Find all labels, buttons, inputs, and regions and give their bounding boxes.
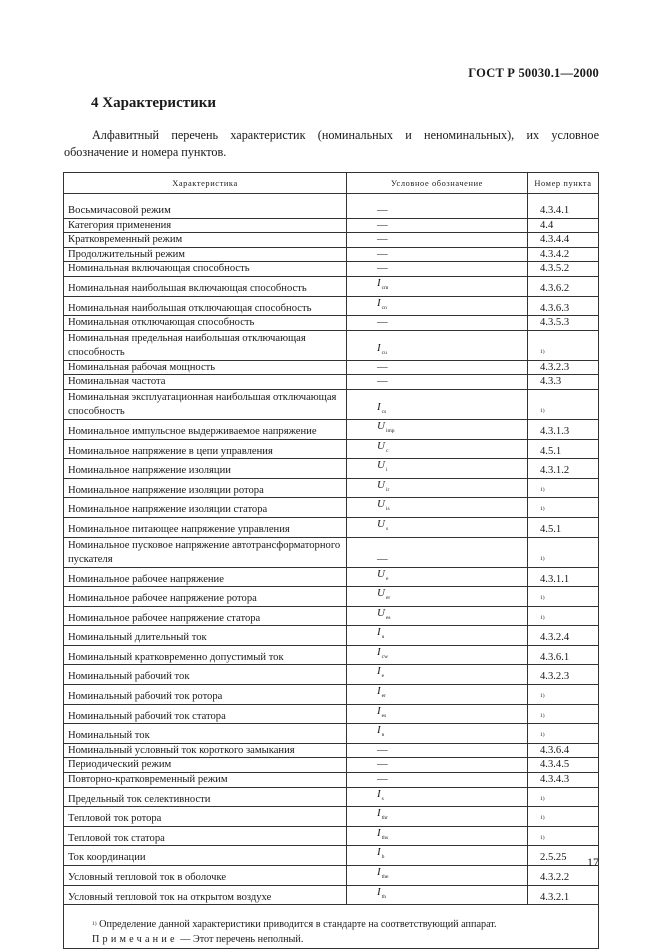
characteristic-name: Номинальное пусковое напряжение автотрансформаторного пускателя	[64, 537, 347, 567]
symbol-cell	[347, 316, 528, 331]
symbol-subscript: cw	[381, 653, 389, 660]
symbol-letter: U	[377, 606, 385, 619]
clause-number: 4.3.5.3	[528, 316, 599, 331]
table-row	[64, 218, 599, 233]
clause-number: 4.3.4.2	[528, 247, 599, 262]
symbol-cell	[347, 866, 528, 886]
symbol-cell	[347, 276, 528, 296]
characteristic-name: Номинальное рабочее напряжение ротора	[64, 587, 347, 607]
symbol-cell	[347, 724, 528, 744]
symbol-cell	[347, 233, 528, 248]
intro-paragraph: Алфавитный перечень характеристик (номинальных и неноминальных), их условное обозначение и номера пунктов.	[64, 128, 599, 159]
symbol-subscript: ths	[381, 834, 389, 841]
clause-number: 4.3.4.3	[528, 773, 599, 788]
symbol-letter: I	[377, 400, 381, 413]
footnote-reference: 1)	[540, 506, 545, 513]
clause-number	[528, 478, 599, 498]
clause-number	[528, 826, 599, 846]
characteristic-name: Ток координации	[64, 846, 347, 866]
characteristic-name: Номинальная включающая способность	[64, 262, 347, 277]
table-row	[64, 885, 599, 905]
table-row	[64, 419, 599, 439]
characteristic-name: Предельный ток селективности	[64, 787, 347, 807]
section-title: 4 Характеристики	[91, 95, 217, 111]
symbol-cell	[347, 498, 528, 518]
table-row	[64, 685, 599, 705]
characteristic-name: Номинальный условный ток короткого замыкания	[64, 743, 347, 758]
footnote-reference: 1)	[540, 815, 545, 822]
symbol-cell	[347, 587, 528, 607]
clause-number	[528, 787, 599, 807]
characteristic-name: Номинальная наибольшая отключающая способность	[64, 296, 347, 316]
symbol-subscript: b	[381, 854, 385, 861]
characteristic-name: Условный тепловой ток в оболочке	[64, 866, 347, 886]
symbol-subscript: cu	[381, 349, 387, 356]
symbol-letter: I	[377, 296, 381, 309]
clause-number: 4.3.3	[528, 375, 599, 390]
clause-number: 4.3.2.3	[528, 665, 599, 685]
clause-number	[528, 330, 599, 360]
table-row	[64, 316, 599, 331]
symbol-subscript: e	[381, 673, 385, 680]
symbol-subscript: es	[385, 614, 391, 621]
header-characteristic: Характеристика	[64, 173, 347, 194]
clause-number: 4.3.1.1	[528, 567, 599, 587]
characteristic-name: Периодический режим	[64, 758, 347, 773]
standard-code: ГОСТ Р 50030.1—2000	[468, 66, 599, 80]
table-row	[64, 276, 599, 296]
symbol-cell	[347, 758, 528, 773]
characteristic-name: Номинальный длительный ток	[64, 626, 347, 646]
table-header-row	[64, 173, 599, 194]
characteristic-name: Номинальный рабочий ток статора	[64, 704, 347, 724]
symbol-letter: —	[377, 553, 388, 565]
symbol-letter: —	[377, 376, 388, 388]
symbol-letter: I	[377, 826, 381, 839]
characteristic-name: Номинальное напряжение изоляции статора	[64, 498, 347, 518]
footnote-reference: 1)	[540, 595, 545, 602]
symbol-cell	[347, 296, 528, 316]
symbol-subscript: i	[385, 467, 388, 474]
characteristic-name: Номинальная предельная наибольшая отключающая способность	[64, 330, 347, 360]
characteristic-name: Номинальное рабочее напряжение статора	[64, 606, 347, 626]
symbol-letter: U	[377, 587, 385, 600]
characteristic-name: Номинальное рабочее напряжение	[64, 567, 347, 587]
table-row	[64, 773, 599, 788]
clause-number: 4.3.2.1	[528, 885, 599, 905]
table-row	[64, 262, 599, 277]
table-row	[64, 537, 599, 567]
clause-number: 4.3.6.4	[528, 743, 599, 758]
symbol-cell	[347, 626, 528, 646]
symbol-cell	[347, 773, 528, 788]
clause-number: 4.3.4.5	[528, 758, 599, 773]
characteristic-name: Тепловой ток ротора	[64, 807, 347, 827]
footnote-reference: 1)	[540, 732, 545, 739]
table-row	[64, 517, 599, 537]
table-row	[64, 296, 599, 316]
symbol-cell	[347, 389, 528, 419]
symbol-cell	[347, 645, 528, 665]
symbol-letter: U	[377, 419, 385, 432]
symbol-letter: —	[377, 317, 388, 329]
symbol-letter: I	[377, 866, 381, 878]
characteristic-name: Номинальный рабочий ток	[64, 665, 347, 685]
symbol-letter: —	[377, 205, 388, 216]
symbol-letter: U	[377, 459, 385, 472]
symbol-letter: I	[377, 885, 381, 898]
footnote-reference: 1)	[540, 795, 545, 802]
table-row	[64, 704, 599, 724]
table-row	[64, 645, 599, 665]
characteristic-name: Номинальное импульсное выдерживаемое напряжение	[64, 419, 347, 439]
symbol-letter: I	[377, 704, 381, 717]
page-number: 17	[587, 855, 599, 869]
symbol-cell	[347, 262, 528, 277]
symbol-letter: U	[377, 439, 385, 452]
note-label: Примечание	[92, 934, 178, 946]
symbol-subscript: e	[385, 575, 389, 582]
characteristic-name: Номинальная наибольшая включающая способность	[64, 276, 347, 296]
table-row	[64, 724, 599, 744]
symbol-letter: —	[377, 361, 388, 373]
symbol-subscript: er	[381, 693, 386, 700]
table-row	[64, 743, 599, 758]
symbol-cell	[347, 704, 528, 724]
characteristic-name: Номинальная отключающая способность	[64, 316, 347, 331]
symbol-subscript: u	[381, 634, 385, 641]
symbol-cell	[347, 743, 528, 758]
table-row	[64, 626, 599, 646]
symbol-subscript: n	[381, 732, 385, 739]
clause-number: 2.5.25	[528, 846, 599, 866]
symbol-letter: U	[377, 478, 385, 491]
symbol-letter: I	[377, 645, 381, 658]
symbol-subscript: th	[381, 893, 386, 900]
clause-number	[528, 704, 599, 724]
symbol-cell	[347, 478, 528, 498]
symbol-cell	[347, 826, 528, 846]
characteristic-name: Номинальный рабочий ток ротора	[64, 685, 347, 705]
symbol-subscript: cn	[381, 304, 387, 311]
footnote-marker: 1)	[92, 921, 97, 928]
note-text: — Этот перечень неполный.	[180, 934, 304, 946]
table-row	[64, 498, 599, 518]
symbol-cell	[347, 459, 528, 479]
table-row	[64, 204, 599, 218]
symbol-subscript: the	[381, 874, 389, 880]
characteristic-name: Номинальный кратковременно допустимый ток	[64, 645, 347, 665]
clause-number	[528, 537, 599, 567]
clause-number: 4.3.1.3	[528, 419, 599, 439]
clause-number: 4.3.2.4	[528, 626, 599, 646]
symbol-letter: —	[377, 234, 388, 246]
clause-number: 4.3.6.2	[528, 276, 599, 296]
symbol-subscript: c	[385, 447, 389, 454]
characteristic-name: Номинальное напряжение изоляции	[64, 459, 347, 479]
characteristic-name: Номинальная рабочая мощность	[64, 360, 347, 375]
clause-number: 4.3.4.4	[528, 233, 599, 248]
header-symbol: Условное обозначение	[347, 173, 528, 194]
symbol-letter: I	[377, 724, 381, 737]
footnote-reference: 1)	[540, 407, 545, 414]
footnote-reference: 1)	[540, 834, 545, 841]
clause-number: 4.3.5.2	[528, 262, 599, 277]
header-clause: Номер пункта	[528, 173, 599, 194]
symbol-cell	[347, 787, 528, 807]
table-row	[64, 826, 599, 846]
symbol-cell	[347, 517, 528, 537]
table-row	[64, 665, 599, 685]
symbol-letter: —	[377, 774, 388, 786]
symbol-letter: I	[377, 276, 381, 289]
table-row	[64, 375, 599, 390]
symbol-cell	[347, 885, 528, 905]
clause-number: 4.5.1	[528, 517, 599, 537]
clause-number	[528, 724, 599, 744]
footnote-reference: 1)	[540, 712, 545, 719]
symbol-letter: U	[377, 498, 385, 511]
characteristic-name: Категория применения	[64, 218, 347, 233]
clause-number: 4.3.2.3	[528, 360, 599, 375]
clause-number: 4.5.1	[528, 439, 599, 459]
symbol-cell	[347, 204, 528, 218]
symbol-cell	[347, 846, 528, 866]
characteristic-name: Номинальная эксплуатационная наибольшая отключающая способность	[64, 389, 347, 419]
table-row	[64, 866, 599, 886]
note-line	[92, 932, 598, 947]
clause-number	[528, 389, 599, 419]
clause-number	[528, 498, 599, 518]
characteristic-name: Условный тепловой ток на открытом воздухе	[64, 885, 347, 905]
symbol-letter: I	[377, 685, 381, 698]
symbol-letter: I	[377, 341, 381, 354]
footnote-line	[92, 917, 598, 932]
symbol-cell	[347, 375, 528, 390]
characteristic-name: Повторно-кратковременный режим	[64, 773, 347, 788]
symbol-subscript: imp	[385, 427, 395, 434]
symbol-letter: —	[377, 744, 388, 756]
characteristic-name: Номинальный ток	[64, 724, 347, 744]
symbol-letter: —	[377, 759, 388, 771]
symbol-subscript: er	[385, 595, 391, 602]
table-row	[64, 787, 599, 807]
symbol-subscript: thr	[381, 815, 388, 822]
symbol-cell	[347, 567, 528, 587]
symbol-letter: I	[377, 807, 381, 820]
symbol-letter: U	[377, 517, 385, 530]
symbol-letter: I	[377, 846, 381, 859]
symbol-letter: —	[377, 248, 388, 260]
symbol-subscript: cm	[381, 284, 389, 291]
table-row	[64, 247, 599, 262]
table-row	[64, 606, 599, 626]
clause-number: 4.3.6.1	[528, 645, 599, 665]
characteristic-name: Номинальное напряжение изоляции ротора	[64, 478, 347, 498]
table-body	[64, 194, 599, 905]
characteristic-name: Номинальное питающее напряжение управления	[64, 517, 347, 537]
characteristic-name: Номинальное напряжение в цепи управления	[64, 439, 347, 459]
clause-number: 4.3.1.2	[528, 459, 599, 479]
symbol-cell	[347, 218, 528, 233]
table-row	[64, 807, 599, 827]
characteristic-name: Продолжительный режим	[64, 247, 347, 262]
table-row	[64, 459, 599, 479]
table-spacer-row	[64, 194, 599, 205]
clause-number: 4.3.2.2	[528, 866, 599, 886]
table-row	[64, 567, 599, 587]
table-row	[64, 439, 599, 459]
symbol-letter: I	[377, 665, 381, 678]
symbol-subscript: s	[381, 795, 384, 802]
clause-number	[528, 587, 599, 607]
symbol-letter: I	[377, 626, 381, 639]
symbol-cell	[347, 330, 528, 360]
table-row	[64, 360, 599, 375]
table-row	[64, 233, 599, 248]
clause-number: 4.3.4.1	[528, 204, 599, 218]
symbol-cell	[347, 537, 528, 567]
characteristic-name: Восьмичасовой режим	[64, 204, 347, 218]
table-row	[64, 758, 599, 773]
symbol-subscript: is	[385, 506, 390, 513]
characteristics-table	[63, 172, 599, 949]
table-row	[64, 587, 599, 607]
characteristic-name: Номинальная частота	[64, 375, 347, 390]
table-row	[64, 846, 599, 866]
table-row	[64, 330, 599, 360]
table-row	[64, 389, 599, 419]
symbol-cell	[347, 606, 528, 626]
footnote-reference: 1)	[540, 614, 545, 621]
footnote-reference: 1)	[540, 348, 545, 355]
characteristic-name: Тепловой ток статора	[64, 826, 347, 846]
footnote-reference: 1)	[540, 555, 545, 562]
clause-number	[528, 606, 599, 626]
symbol-subscript: s	[385, 525, 389, 532]
symbol-subscript: ir	[385, 486, 390, 493]
footnote-text: Определение данной характеристики приводится в стандарте на соответствующий аппарат.	[99, 919, 497, 931]
symbol-letter: U	[377, 567, 385, 580]
table-footnote	[63, 905, 599, 949]
clause-number	[528, 807, 599, 827]
footnote-reference: 1)	[540, 486, 545, 493]
symbol-cell	[347, 419, 528, 439]
symbol-cell	[347, 360, 528, 375]
table-row	[64, 478, 599, 498]
symbol-subscript: cs	[381, 408, 387, 415]
clause-number: 4.3.6.3	[528, 296, 599, 316]
symbol-subscript: es	[381, 712, 387, 719]
symbol-letter: —	[377, 263, 388, 275]
symbol-cell	[347, 247, 528, 262]
symbol-cell	[347, 807, 528, 827]
symbol-letter: —	[377, 219, 388, 231]
characteristic-name: Кратковременный режим	[64, 233, 347, 248]
footnote-reference: 1)	[540, 693, 545, 700]
clause-number: 4.4	[528, 218, 599, 233]
clause-number	[528, 685, 599, 705]
symbol-cell	[347, 685, 528, 705]
symbol-cell	[347, 439, 528, 459]
symbol-cell	[347, 665, 528, 685]
symbol-letter: I	[377, 787, 381, 800]
